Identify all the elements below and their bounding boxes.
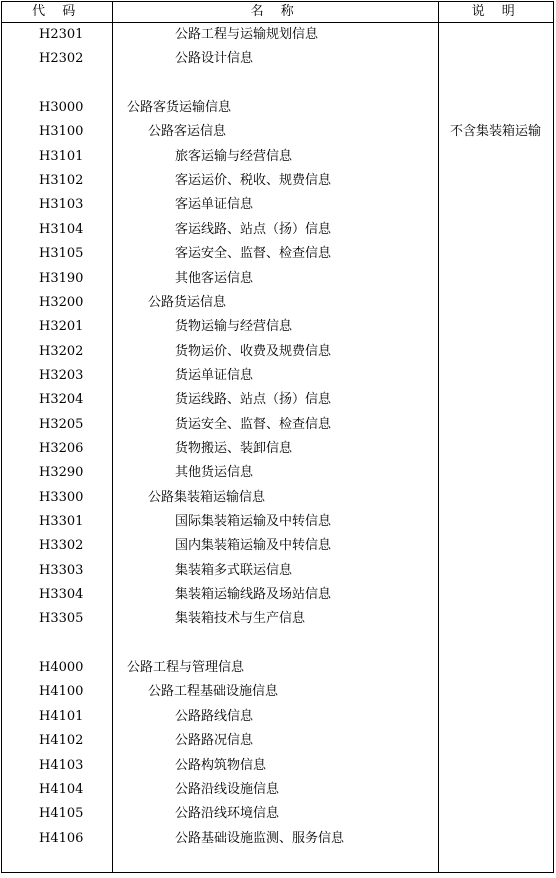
row-name: 旅客运输与经营信息 — [175, 148, 293, 164]
table-row — [2, 243, 553, 267]
row-code: H3206 — [39, 440, 84, 456]
row-name: 公路客货运输信息 — [127, 100, 232, 116]
row-name: 货物运输与经营信息 — [175, 319, 293, 335]
table-row — [2, 219, 553, 243]
table-row — [2, 194, 553, 218]
row-code: H3202 — [39, 343, 84, 359]
table-row — [2, 146, 553, 170]
table-row — [2, 121, 553, 145]
table-row — [2, 584, 553, 608]
row-name: 公路路线信息 — [175, 708, 254, 724]
row-code: H3304 — [39, 587, 84, 603]
row-name: 公路构筑物信息 — [175, 757, 267, 773]
row-name: 货运线路、站点（扬）信息 — [175, 392, 332, 408]
row-code: H3300 — [39, 489, 84, 505]
row-name: 公路工程基础设施信息 — [148, 684, 279, 700]
header-note: 说 明 — [471, 4, 522, 19]
table-row — [2, 560, 553, 584]
row-code: H3303 — [39, 562, 84, 578]
table-row — [2, 292, 553, 316]
header-name: 名 称 — [250, 4, 301, 19]
row-code: H3290 — [39, 465, 84, 481]
row-name: 客运运价、税收、规费信息 — [175, 173, 332, 189]
row-code: H3203 — [39, 367, 84, 383]
row-code: H3190 — [39, 270, 84, 286]
row-name: 客运单证信息 — [175, 197, 254, 213]
row-code: H3000 — [39, 100, 84, 116]
table-row — [2, 365, 553, 389]
table-row — [2, 730, 553, 754]
table-row — [2, 97, 553, 121]
row-code: H4101 — [39, 708, 84, 724]
row-name: 集装箱多式联运信息 — [175, 562, 293, 578]
row-name: 客运安全、监督、检查信息 — [175, 246, 332, 262]
table-row — [2, 268, 553, 292]
row-code: H3204 — [39, 392, 84, 408]
row-code: H3103 — [39, 197, 84, 213]
row-name: 公路设计信息 — [175, 51, 254, 67]
row-name: 货物搬运、装卸信息 — [175, 440, 293, 456]
row-name: 其他客运信息 — [175, 270, 254, 286]
row-name: 集装箱技术与生产信息 — [175, 611, 306, 627]
table-row — [2, 535, 553, 559]
row-code: H4100 — [39, 684, 84, 700]
row-code: H4106 — [39, 830, 84, 846]
row-name: 公路基础设施监测、服务信息 — [175, 830, 345, 846]
row-code: H4103 — [39, 757, 84, 773]
row-name: 国内集装箱运输及中转信息 — [175, 538, 332, 554]
row-code: H3104 — [39, 221, 84, 237]
header-code: 代 码 — [32, 4, 82, 19]
row-code: H3105 — [39, 246, 84, 262]
table-row — [2, 803, 553, 827]
row-name: 公路沿线设施信息 — [175, 781, 280, 797]
row-code: H2302 — [39, 51, 84, 67]
row-name: 货运安全、监督、检查信息 — [175, 416, 332, 432]
row-name: 公路沿线环境信息 — [175, 806, 280, 822]
table-row — [2, 681, 553, 705]
table-row — [2, 389, 553, 413]
row-name: 公路路况信息 — [175, 733, 254, 749]
row-note: 不含集装箱运输 — [450, 124, 542, 140]
table-row — [2, 48, 553, 72]
table-row — [2, 414, 553, 438]
table-row — [2, 755, 553, 779]
table-row — [2, 462, 553, 486]
row-name: 公路工程与管理信息 — [127, 660, 245, 676]
row-name: 公路集装箱运输信息 — [148, 489, 266, 505]
row-code: H3301 — [39, 514, 84, 529]
table-row — [2, 73, 553, 97]
row-code: H3205 — [39, 416, 84, 432]
row-code: H4102 — [39, 733, 84, 749]
row-name: 公路货运信息 — [148, 294, 227, 310]
code-table — [1, 1, 554, 873]
header-divider — [2, 22, 553, 23]
row-code: H3200 — [39, 294, 84, 310]
row-code: H3201 — [39, 319, 84, 335]
table-row — [2, 633, 553, 657]
table-row — [2, 438, 553, 462]
row-code: H2301 — [39, 27, 84, 42]
row-name: 集装箱运输线路及场站信息 — [175, 587, 332, 603]
row-name: 客运线路、站点（扬）信息 — [175, 221, 332, 237]
row-code: H4105 — [39, 806, 84, 822]
row-name: 公路客运信息 — [148, 124, 227, 140]
table-row — [2, 828, 553, 852]
row-code: H3101 — [39, 148, 84, 164]
row-name: 其他货运信息 — [175, 465, 254, 481]
row-code: H3100 — [39, 124, 84, 140]
row-name: 公路工程与运输规划信息 — [175, 27, 319, 42]
row-code: H4104 — [39, 781, 84, 797]
table-row — [2, 779, 553, 803]
row-code: H3305 — [39, 611, 84, 627]
row-name: 货运单证信息 — [175, 367, 254, 383]
table-row — [2, 657, 553, 681]
row-code: H3102 — [39, 173, 84, 189]
table-row — [2, 511, 553, 535]
table-row — [2, 316, 553, 340]
table-row — [2, 706, 553, 730]
table-row — [2, 24, 553, 48]
row-code: H4000 — [39, 660, 84, 676]
table-row — [2, 341, 553, 365]
table-row — [2, 170, 553, 194]
row-name: 国际集装箱运输及中转信息 — [175, 514, 332, 529]
row-name: 货物运价、收费及规费信息 — [175, 343, 332, 359]
table-row — [2, 487, 553, 511]
row-code: H3302 — [39, 538, 84, 554]
table-row — [2, 608, 553, 632]
